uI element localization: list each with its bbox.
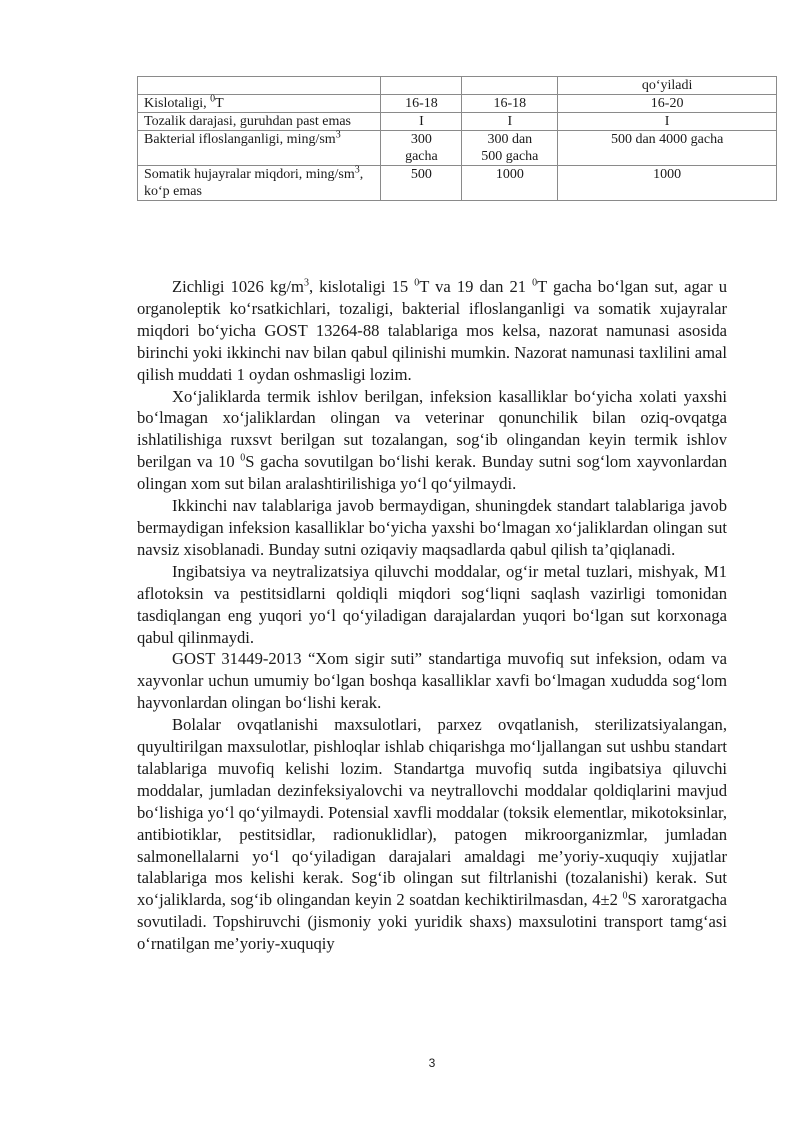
- table-cell: [462, 77, 558, 95]
- paragraph: GOST 31449-2013 “Xom sigir suti” standartiga muvofiq sut infeksion, odam va xayvonlar uchun umumiy bo‘lgan boshqa kasalliklar xavfi bo‘lmagan xududda sog‘lom hayvonlardan olingan bo‘lishi kerak.: [137, 649, 727, 713]
- table-row: [138, 95, 777, 113]
- table-cell: 500: [381, 166, 462, 201]
- paragraph: Xo‘jaliklarda termik ishlov berilgan, infeksion kasalliklar bo‘yicha xolati yaxshi bo‘lmagan xo‘jaliklardan olingan va veterinar qonunchilik bilan oziq-ovqatga ishlatilishiga ruxsvt berilgan sut tozalangan, sog‘ib olingandan keyin termik ishlov berilgan va 10 $^0$S gacha sovutilgan bo‘lishi kerak. Bunday sutni sog‘lom xayvonlardan olingan xom sut bilan aralashtirilishiga yo‘l qo‘yilmaydi.: [137, 386, 727, 494]
- table-cell: 16-18: [381, 95, 462, 113]
- table-cell: 300 gacha: [381, 131, 462, 166]
- table-cell: qo‘yiladi: [558, 77, 777, 95]
- table-cell: 1000: [558, 166, 777, 201]
- table-cell: [381, 77, 462, 95]
- table-cell: I: [462, 113, 558, 131]
- table-row: [138, 113, 777, 131]
- paragraph: Bolalar ovqatlanishi maxsulotlari, parxez ovqatlanish, sterilizatsiyalangan, quyultirilgan maxsulotlar, pishloqlar ishlab chiqarishga mo‘ljallangan sut ushbu standart talablariga muvofiq kelishi lozim. Standartga muvofiq sutda ingibatsiya qiluvchi moddalar, jumladan dezinfeksiyalovchi va neytrallovchi moddalar qoldiqlarini mavjud bo‘lishiga yo‘l qo‘yilmaydi. Potensial xavfli moddalar (toksik elementlar, mikotoksinlar, antibiotiklar, pestitsidlar, radionuklidlar), patogen mikroorganizmlar, jumladan salmonellalarni yo‘l qo‘yiladigan darajalari amaldagi me’yoriy-xuquqiy xujjatlar talablariga mos kelishi kerak. Sog‘ib olingan sut filtrlanishi (tozalanishi) kerak. Sut xo‘jaliklarda, sog‘ib olingandan keyin 2 soatdan kechiktirilmasdan, 4±2 $^0$S xaroratgacha sovutiladi. Topshiruvchi (jismoniy yoki yuridik shaxs) maxsulotini transport tamg‘asi o‘rnatilgan me’yoriy-xuquqiy: [137, 715, 727, 954]
- table-cell: Bakterial ifloslanganligi, ming/$sm^3$: [138, 131, 381, 166]
- table-row: [138, 166, 777, 201]
- table-cell: Kislotaligi, $^0$T: [138, 95, 381, 113]
- paragraph: Zichligi 1026 $kg/m^3$, kislotaligi 15 $^0$T va 19 dan 21 $^0$T gacha bo‘lgan sut, agar u organoleptik ko‘rsatkichlari, tozaligi, bakterial ifloslanganligi va somatik xujayralar miqdori bo‘yicha GOST 13264-88 talablariga mos kelsa, nazorat namunasi asosida birinchi yoki ikkinchi nav bilan qabul qilinishi mumkin. Nazorat namunasi taxlilini amal qilish muddati 1 oydan oshmasligi lozim.: [137, 277, 728, 384]
- table-row: [138, 131, 777, 166]
- table-cell: 500 dan 4000 gacha: [558, 131, 777, 166]
- page-number: 3: [428, 1056, 436, 1070]
- table-cell: 1000: [462, 166, 558, 201]
- table-cell: 300 dan 500 gacha: [462, 131, 558, 166]
- table-cell: 16-18: [462, 95, 558, 113]
- table-cell: 16-20: [558, 95, 777, 113]
- table-row: [138, 77, 777, 95]
- body-text: [137, 276, 727, 955]
- table-cell: Tozalik darajasi, guruhdan past emas: [138, 113, 381, 131]
- table-cell: Somatik hujayralar miqdori, ming/$sm^3$, ko‘p emas: [138, 166, 381, 201]
- table-cell: [138, 77, 381, 95]
- table-cell: I: [558, 113, 777, 131]
- paragraph: Ingibatsiya va neytralizatsiya qiluvchi moddalar, og‘ir metal tuzlari, mishyak, M1 aflotoksin va pestitsidlarni qoldiqli miqdori sog‘liqni saqlash vazirligi tomonidan tasdiqlangan eng yuqori yo‘l qo‘yiladigan darajalardan yuqori bo‘lgan sut korxonaga qabul qilinmaydi.: [137, 561, 727, 647]
- table-cell: I: [381, 113, 462, 131]
- milk-requirements-table: [137, 76, 777, 201]
- paragraph: Ikkinchi nav talablariga javob bermaydigan, shuningdek standart talablariga javob bermaydigan infeksion kasalliklar bo‘yicha yaxshi bo‘lmagan xo‘jaliklardan olingan sut navsiz xisoblanadi. Bunday sutni oziqaviy maqsadlarda qabul qilish ta’qiqlanadi.: [137, 496, 727, 559]
